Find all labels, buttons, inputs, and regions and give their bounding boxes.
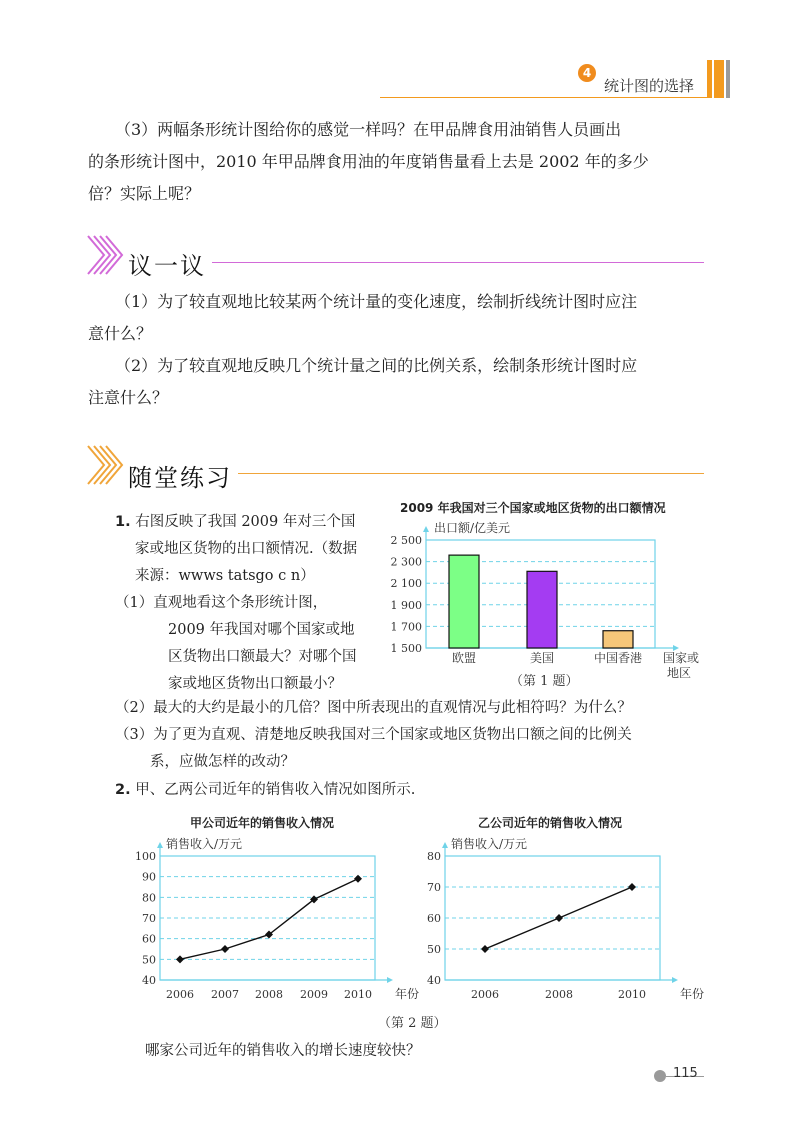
- line-chart-a-x-tick-label: 2006: [166, 988, 194, 1001]
- line-chart-b-y-tick-label: 60: [427, 912, 441, 925]
- footer-dot: [654, 1070, 666, 1082]
- exercise-1-sub2: （2）最大的大约是最小的几倍？图中所表现出的直观情况与此相符吗？为什么？: [115, 700, 632, 716]
- intro-q3-line-3: 倍？实际上呢？: [88, 184, 201, 203]
- line-chart-b-y-tick-label: 50: [427, 943, 441, 956]
- exercise-1-sub1-line-2: 2009 年我国对哪个国家或地: [168, 622, 355, 638]
- line-chart-a-y-tick-label: 40: [142, 974, 156, 987]
- chapter-title: 统计图的选择: [604, 77, 695, 95]
- line-chart-b-y-axis-arrow: [442, 842, 448, 848]
- line-chart-b-x-tick-label: 2008: [545, 988, 573, 1001]
- bar-chart-y-tick-label: 1 700: [390, 620, 422, 634]
- bar-chart-category-label: 欧盟: [451, 651, 477, 665]
- exercise-1-sub1-line-4: 家或地区货物出口额最小？: [168, 676, 342, 692]
- line-chart-a: [120, 830, 420, 1010]
- bar-3: [603, 631, 633, 648]
- bar-chart-y-tick-label: 2 300: [390, 555, 422, 569]
- practice-title: 随堂练习: [128, 464, 232, 492]
- line-chart-b-point-2006: [481, 945, 489, 953]
- discuss-q2-line-1: （2）为了较直观地反映几个统计量之间的比例关系，绘制条形统计图时应: [115, 356, 638, 375]
- chapter-number-badge: 4: [578, 64, 596, 82]
- line-chart-b-point-2008: [555, 914, 563, 922]
- line-chart-b-point-2010: [628, 883, 636, 891]
- line-chart-a-point-2010: [354, 875, 362, 883]
- practice-chevron-icon: [86, 442, 130, 488]
- bar-chart-y-axis-label: 出口额/亿美元: [434, 521, 511, 535]
- exercise-1-text-1: 右图反映了我国 2009 年对三个国: [135, 514, 356, 530]
- exercise-1-line-2: 家或地区货物的出口额情况.（数据: [135, 541, 358, 557]
- line-chart-a-y-tick-label: 60: [142, 932, 156, 946]
- exercise-1-number: 1.: [115, 514, 131, 530]
- line-chart-a-y-tick-label: 100: [135, 850, 156, 863]
- line-chart-b-x-tick-label: 2010: [618, 988, 646, 1001]
- exercise-2-line: [115, 777, 415, 804]
- line-chart-a-x-tick-label: 2008: [255, 988, 283, 1001]
- bar-chart-x-axis-label-line-1: 国家或: [663, 651, 700, 665]
- line-chart-a-x-tick-label: 2007: [211, 988, 239, 1001]
- page-number: 115: [673, 1066, 698, 1081]
- bar-1: [449, 555, 479, 648]
- exercise-1-sub3-line-2: 系，应做怎样的改动？: [150, 754, 295, 770]
- bar-chart-y-tick-label: 2 500: [390, 534, 422, 547]
- line-chart-a-x-axis-label: 年份: [395, 987, 420, 1001]
- line-chart-b-x-axis-label: 年份: [680, 987, 705, 1001]
- line-chart-b-y-tick-label: 40: [427, 974, 441, 987]
- exercise-1-caption: （第 1 题）: [510, 674, 579, 689]
- line-chart-b-title: 乙公司近年的销售收入情况: [478, 816, 623, 830]
- bar-chart-category-label: 美国: [529, 651, 555, 665]
- line-chart-b-y-axis-label: 销售收入/万元: [451, 837, 528, 851]
- practice-title-rule: [238, 473, 704, 474]
- exercise-1-line-1: [115, 509, 355, 536]
- line-chart-b-y-tick-label: 80: [427, 850, 441, 863]
- bar-2: [527, 571, 557, 648]
- discuss-title: 议一议: [128, 252, 206, 280]
- discuss-q1-line-2: 意什么？: [88, 324, 153, 343]
- exercise-1-sub1-line-3: 区货物出口额最大？对哪个国: [168, 649, 357, 665]
- line-chart-b: [405, 830, 705, 1010]
- intro-q3-line-2: 的条形统计图中，2010 年甲品牌食用油的年度销售量看上去是 2002 年的多少: [88, 152, 649, 171]
- discuss-q2-line-2: 注意什么？: [88, 388, 169, 407]
- bar-chart-y-tick-label: 2 100: [390, 577, 422, 591]
- discuss-q1-line-1: （1）为了较直观地比较某两个统计量的变化速度，绘制折线统计图时应注: [115, 292, 638, 311]
- header-bar-orange-thick: [714, 60, 724, 98]
- exercise-2-question: 哪家公司近年的销售收入的增长速度较快？: [145, 1043, 421, 1059]
- exercise-1-sub3-line-1: （3）为了更为直观、清楚地反映我国对三个国家或地区货物出口额之间的比例关: [115, 727, 632, 743]
- exercise-2-caption: （第 2 题）: [378, 1016, 447, 1031]
- line-chart-a-series-line: [180, 879, 358, 960]
- line-chart-a-y-tick-label: 90: [142, 870, 156, 884]
- line-chart-a-y-axis-label: 销售收入/万元: [166, 837, 243, 851]
- line-chart-a-x-axis-arrow: [387, 977, 393, 983]
- bar-chart-category-label: 中国香港: [593, 651, 643, 665]
- line-chart-a-point-2007: [221, 945, 229, 953]
- exercise-1-line-3: 来源：wwws tatsgo c n）: [135, 568, 315, 584]
- exercise-2-number: 2.: [115, 782, 131, 798]
- line-chart-a-x-tick-label: 2010: [344, 988, 372, 1001]
- bar-chart-x-axis-label-line-2: 地区: [667, 666, 692, 680]
- line-chart-a-y-axis-arrow: [157, 842, 163, 848]
- bar-chart-y-tick-label: 1 900: [390, 598, 422, 612]
- bar-chart-y-tick-label: 1 500: [390, 642, 422, 655]
- header-rule: [380, 97, 710, 98]
- line-chart-a-y-tick-label: 80: [142, 891, 156, 905]
- header-bar-gray: [726, 60, 730, 98]
- header-bar-orange-thin: [707, 60, 712, 98]
- intro-q3-line-1: （3）两幅条形统计图给你的感觉一样吗？在甲品牌食用油销售人员画出: [115, 120, 622, 139]
- exercise-1-sub1-line-1: （1）直观地看这个条形统计图，: [115, 595, 328, 611]
- line-chart-a-title: 甲公司近年的销售收入情况: [190, 816, 335, 830]
- line-chart-a-y-tick-label: 70: [142, 912, 156, 925]
- bar-chart: [380, 516, 710, 692]
- exercise-2-text: 甲、乙两公司近年的销售收入情况如图所示.: [135, 782, 416, 798]
- line-chart-b-x-tick-label: 2006: [471, 988, 499, 1001]
- bar-chart-title: 2009 年我国对三个国家或地区货物的出口额情况: [400, 501, 666, 515]
- line-chart-a-x-tick-label: 2009: [300, 988, 328, 1001]
- discuss-title-rule: [212, 262, 704, 263]
- line-chart-b-x-axis-arrow: [672, 977, 678, 983]
- line-chart-a-y-tick-label: 50: [142, 953, 156, 967]
- discuss-chevron-icon: [86, 232, 130, 278]
- line-chart-a-point-2006: [176, 955, 184, 963]
- line-chart-b-y-tick-label: 70: [427, 881, 441, 894]
